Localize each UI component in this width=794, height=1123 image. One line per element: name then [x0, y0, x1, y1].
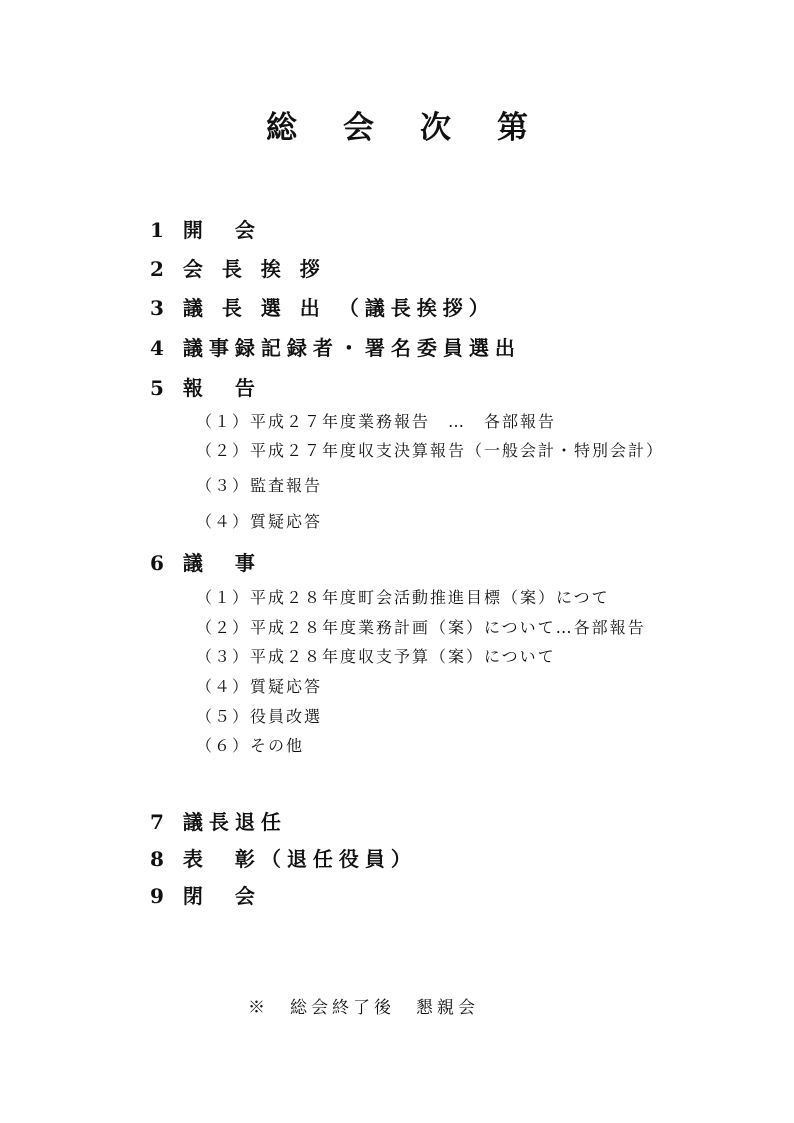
report-subitem: （１）平成２７年度業務報告 … 各部報告 — [196, 412, 557, 431]
agenda-subitem: （６）その他 — [196, 736, 305, 755]
agenda-item-closing: 9 閉 会 — [150, 884, 261, 908]
report-subitem: （４）質疑応答 — [196, 512, 323, 531]
agenda-item-proceedings: 6 議 事 — [150, 551, 261, 575]
footer-note: ※ 総会終了後 懇親会 — [248, 998, 479, 1018]
agenda-item-chair-election: 3 議 長 選 出 （議長挨拶） — [150, 296, 495, 320]
agenda-item-commendation: 8 表 彰（退任役員） — [150, 847, 417, 871]
report-subitem: （３）監査報告 — [196, 476, 323, 495]
agenda-item-minutes-signers: 4 議事録記録者・署名委員選出 — [150, 336, 521, 360]
agenda-subitem: （４）質疑応答 — [196, 677, 323, 696]
agenda-item-chair-greeting: 2 会 長 挨 拶 — [150, 257, 326, 281]
document-title: 総会次第 — [266, 110, 574, 146]
agenda-subitem: （２）平成２８年度業務計画（案）について…各部報告 — [196, 618, 646, 637]
agenda-subitem: （１）平成２８年度町会活動推進目標（案）につて — [196, 588, 610, 607]
agenda-subitem: （３）平成２８年度収支予算（案）について — [196, 647, 556, 666]
agenda-subitem: （５）役員改選 — [196, 707, 323, 726]
agenda-item-chair-retire: 7 議長退任 — [150, 810, 287, 834]
agenda-item-opening: 1 開 会 — [150, 218, 261, 242]
agenda-item-report: 5 報 告 — [150, 376, 261, 400]
report-subitem: （２）平成２７年度収支決算報告（一般会計・特別会計） — [196, 441, 665, 460]
